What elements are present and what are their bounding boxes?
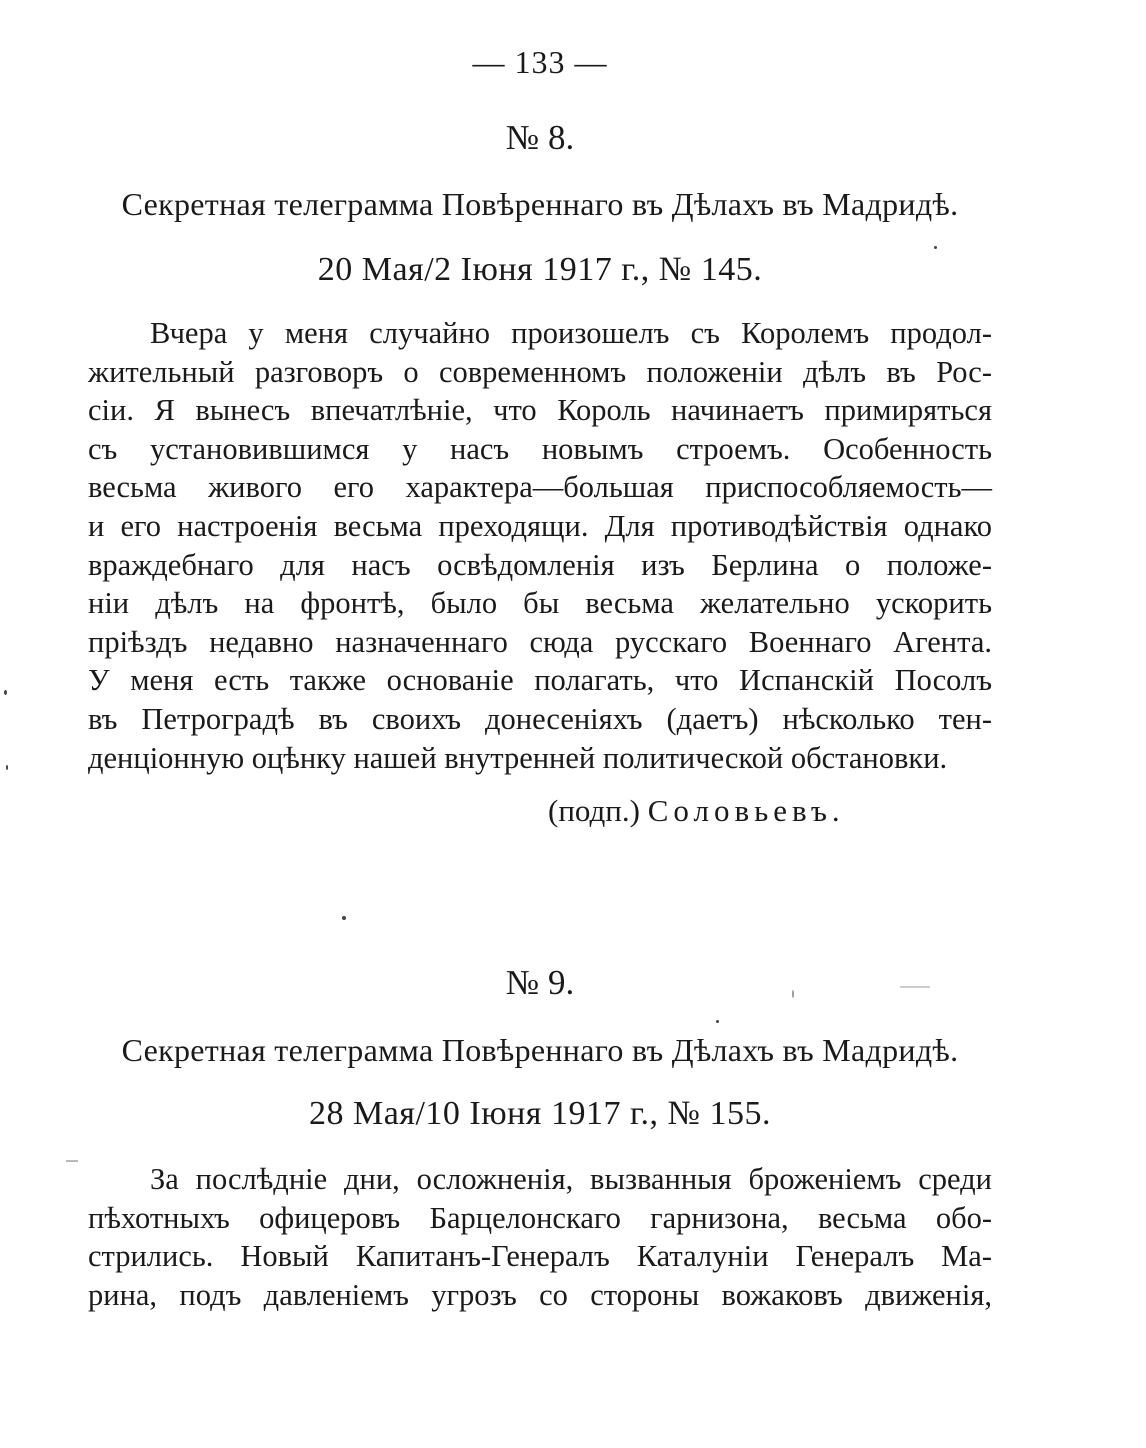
scan-speck — [6, 765, 8, 770]
body-line: За послѣдніе дни, осложненія, вызванныя броженіемъ среди — [150, 1162, 992, 1196]
document-title: Секретная телеграмма Повѣреннаго въ Дѣлахъ въ Мадридѣ. — [121, 186, 959, 222]
signature-prefix: (подп.) — [548, 793, 640, 828]
scan-speck — [900, 986, 930, 988]
body-line: У меня есть также основаніе полагать, что Испанскій Посолъ — [88, 663, 992, 698]
document-number: № 8. — [505, 118, 575, 157]
body-line: въ Петроградѣ въ своихъ донесеніяхъ (даетъ) нѣсколько тен- — [88, 701, 992, 736]
body-line: Вчера у меня случайно произошелъ съ Королемъ продол- — [150, 316, 992, 350]
scan-speck — [66, 1160, 78, 1162]
document-date: 20 Мая/2 Іюня 1917 г., № 145. — [317, 251, 763, 288]
document-body — [88, 1160, 992, 1314]
body-line: рина, подъ давленіемъ угрозъ со стороны вожаковъ движенія, — [88, 1277, 992, 1312]
document-date: 28 Мая/10 Іюня 1917 г., № 155. — [308, 1095, 771, 1132]
document-body — [88, 314, 992, 777]
signature-name: Соловьевъ. — [647, 793, 845, 828]
scan-speck — [342, 916, 346, 920]
body-line: жительный разговоръ о современномъ положеніи дѣлъ въ Рос- — [88, 354, 992, 389]
body-line: и его настроенія весьма преходящи. Для противодѣйствія однако — [88, 508, 992, 543]
body-line: враждебнаго для насъ освѣдомленія изъ Берлина о положе- — [88, 547, 992, 582]
body-line: сіи. Я вынесъ впечатлѣніе, что Король начинаетъ примиряться — [88, 393, 992, 428]
body-line: съ установившимся у насъ новымъ строемъ. Особенность — [88, 431, 992, 466]
body-line: пріѣздъ недавно назначеннаго сюда русскаго Военнаго Агента. — [88, 624, 992, 659]
body-line: денціонную оцѣнку нашей внутренней политической обстановки. — [88, 740, 948, 775]
scan-speck — [934, 246, 937, 249]
scan-speck — [716, 1020, 719, 1023]
body-line: стрились. Новый Капитанъ-Генералъ Каталуніи Генералъ Ма- — [88, 1239, 992, 1274]
body-line: весьма живого его характера—большая приспособляемость— — [88, 470, 992, 505]
body-line: пѣхотныхъ офицеровъ Барцелонскаго гарнизона, весьма обо- — [88, 1200, 992, 1235]
body-line: ніи дѣлъ на фронтѣ, было бы весьма желательно ускорить — [88, 586, 992, 621]
document-title: Секретная телеграмма Повѣреннаго въ Дѣлахъ въ Мадридѣ. — [121, 1032, 959, 1068]
document-number: № 9. — [505, 963, 575, 1002]
scan-speck — [792, 990, 794, 998]
page-number: — 133 — — [472, 44, 608, 80]
signature — [548, 793, 845, 829]
scan-speck — [4, 690, 7, 695]
